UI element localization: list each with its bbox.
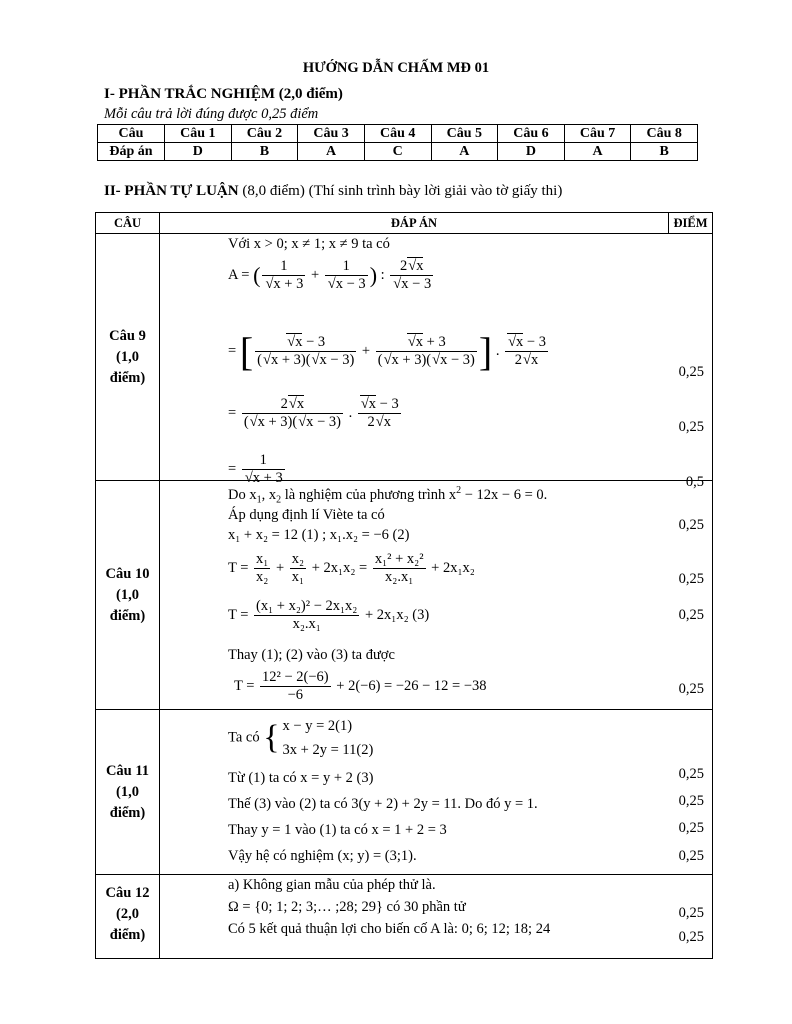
- text: , x: [261, 486, 277, 503]
- section1-title: I- PHẦN TRẮC NGHIỆM (2,0 điểm): [104, 86, 343, 102]
- formula-A: A = ( $\frac{1}{√x + 3}$ + $\frac{1}{√x - 3}$ ) : $\frac{2√x}{√x - 3}$: [228, 258, 432, 292]
- formula-T1: T = $\frac{\text{x₁}}{\text{x₂}}$ + $\frac{\text{x₂}}{\text{x₁}}$ + 2x₁x₂ = $\frac{\text{x₁² + x₂²}}{\text{x₂.x₁}}$ + 2x₁x₂: [228, 551, 475, 585]
- score: 0,25: [678, 364, 704, 380]
- formula-T3: T = $\frac{\text{12² − 2(−6)}}{-6}$ + 2(−6) = −26 − 12 = −38: [234, 669, 487, 703]
- answer-line: Với x > 0; x ≠ 1; x ≠ 9 ta có: [228, 236, 390, 252]
- mc-answer: C: [364, 143, 431, 161]
- formula-step3: = $\frac{1}{√x + 3}$: [228, 452, 283, 486]
- text: Do x: [228, 486, 257, 503]
- text: − 12x − 6 = 0.: [461, 486, 548, 503]
- answer-line: Thay y = 1 vào (1) ta có x = 1 + 2 = 3: [228, 822, 447, 838]
- mc-question: Câu 8: [631, 125, 698, 143]
- answer-content: [160, 234, 713, 490]
- text: là nghiệm của phương trình x: [281, 486, 457, 503]
- section2-title-rest: (8,0 điểm) (Thí sinh trình bày lời giải vào tờ giấy thi): [238, 183, 563, 199]
- answer-content: [160, 875, 713, 959]
- mc-question-row: [98, 125, 698, 143]
- question-points: (1,0: [116, 348, 139, 365]
- question-points: (2,0: [116, 906, 139, 922]
- question-points: (1,0: [116, 586, 139, 603]
- formula-T2: T = $\frac{\text{(x₁ + x₂)² − 2x₁x₂}}{\text{x₂.x₁}}$ + 2x₁x₂ (3): [228, 598, 430, 632]
- score: 0,25: [678, 766, 704, 782]
- answer-line: a) Không gian mẫu của phép thử là.: [228, 877, 436, 893]
- mc-question: Câu 5: [431, 125, 498, 143]
- answer-line: Áp dụng định lí Viète ta có: [228, 507, 385, 523]
- answer-line: Thế (3) vào (2) ta có 3(y + 2) + 2y = 11. Do đó y = 1.: [228, 796, 538, 812]
- question-row-10: [96, 481, 713, 710]
- score: 0,25: [678, 905, 704, 921]
- question-number: Câu 9: [109, 327, 146, 344]
- score: 0,25: [678, 929, 704, 945]
- text: + 2(−6) = −26 − 12 = −38: [332, 677, 487, 694]
- answer-line: Từ (1) ta có x = y + 2 (3): [228, 770, 374, 786]
- equation: 3x + 2y = 11(2): [282, 742, 374, 758]
- score: 0,25: [678, 607, 704, 623]
- answer-line: Thay (1); (2) vào (3) ta được: [228, 647, 395, 663]
- question-points-unit: điểm): [109, 369, 146, 386]
- question-label: [96, 875, 160, 959]
- score: 0,25: [678, 517, 704, 533]
- answer-line: Có 5 kết quả thuận lợi cho biến cố A là: 0; 6; 12; 18; 24: [228, 921, 551, 937]
- question-row-11: [96, 710, 713, 875]
- mc-answer: A: [298, 143, 365, 161]
- question-label: [96, 710, 160, 875]
- question-label: [96, 481, 160, 710]
- mc-row-label: Đáp án: [98, 143, 165, 161]
- score: 0,25: [678, 793, 704, 809]
- equation: x − y = 2(1): [282, 718, 353, 734]
- page-title: HƯỚNG DẪN CHẤM MĐ 01: [302, 60, 490, 76]
- question-number: Câu 11: [105, 762, 150, 779]
- mc-question: Câu 6: [498, 125, 565, 143]
- answer-line: Ω = {0; 1; 2; 3;… ;28; 29} có 30 phần tử: [228, 899, 466, 915]
- header-question: CÂU: [96, 213, 160, 234]
- mc-answer: B: [231, 143, 298, 161]
- answer-table: [95, 212, 713, 959]
- mc-answer: A: [431, 143, 498, 161]
- mc-answer: D: [165, 143, 232, 161]
- section2-title: [104, 183, 562, 200]
- score: 0,25: [678, 848, 704, 864]
- section2-title-bold: II- PHẦN TỰ LUẬN: [104, 183, 239, 199]
- answer-content: [160, 710, 713, 875]
- question-points: (1,0: [116, 783, 139, 800]
- text: Ta có: [228, 729, 260, 746]
- answer-line: Vậy hệ có nghiệm (x; y) = (3;1).: [228, 848, 417, 864]
- mc-question: Câu 2: [231, 125, 298, 143]
- question-number: Câu 12: [105, 885, 150, 901]
- mc-question: Câu 1: [165, 125, 232, 143]
- header-score: ĐIỂM: [669, 213, 713, 234]
- answer-line: x₁ + x₂ = 12 (1) ; x₁.x₂ = −6 (2): [228, 527, 410, 543]
- score: 0,5: [685, 474, 704, 490]
- question-label: [96, 234, 160, 481]
- mc-answer: B: [631, 143, 698, 161]
- formula-step2: = $\frac{2√x}{(√x + 3)(√x - 3)}$ . $\frac{√x - 3}{2√x}$: [228, 396, 399, 430]
- answer-line: Do $x_1$, $x_2$ là nghiệm của phương trình $x^2 - 12x - 6 = 0$.: [228, 485, 548, 506]
- formula-step1: = [ $\frac{√x - 3}{(√x + 3)(√x - 3)}$ + $\frac{√x + 3}{(√x + 3)(√x - 3)}$ ] . $\frac{√x - 3}{2√x}$: [228, 329, 546, 374]
- question-number: Câu 10: [105, 565, 150, 582]
- mc-question: Câu 4: [364, 125, 431, 143]
- mc-answer-row: [98, 143, 698, 161]
- question-points-unit: điểm): [109, 804, 146, 821]
- mc-row-label: Câu: [98, 125, 165, 143]
- mc-question: Câu 7: [564, 125, 631, 143]
- equation-system: Ta có { x − y = 2(1) 3x + 2y = 11(2): [228, 718, 374, 758]
- score: 0,25: [678, 820, 704, 836]
- answer-content: [160, 481, 713, 710]
- mc-answer: D: [498, 143, 565, 161]
- score: 0,25: [678, 681, 704, 697]
- multiple-choice-table: [97, 124, 698, 161]
- score: 0,25: [678, 419, 704, 435]
- question-row-12: [96, 875, 713, 959]
- question-points-unit: điểm): [109, 927, 146, 943]
- score: 0,25: [678, 571, 704, 587]
- question-points-unit: điểm): [109, 607, 146, 624]
- header-answer: ĐÁP ÁN: [160, 213, 669, 234]
- answer-table-header: [96, 213, 713, 234]
- mc-question: Câu 3: [298, 125, 365, 143]
- section1-note: Mỗi câu trả lời đúng được 0,25 điểm: [104, 106, 319, 122]
- mc-answer: A: [564, 143, 631, 161]
- question-row-9: [96, 234, 713, 481]
